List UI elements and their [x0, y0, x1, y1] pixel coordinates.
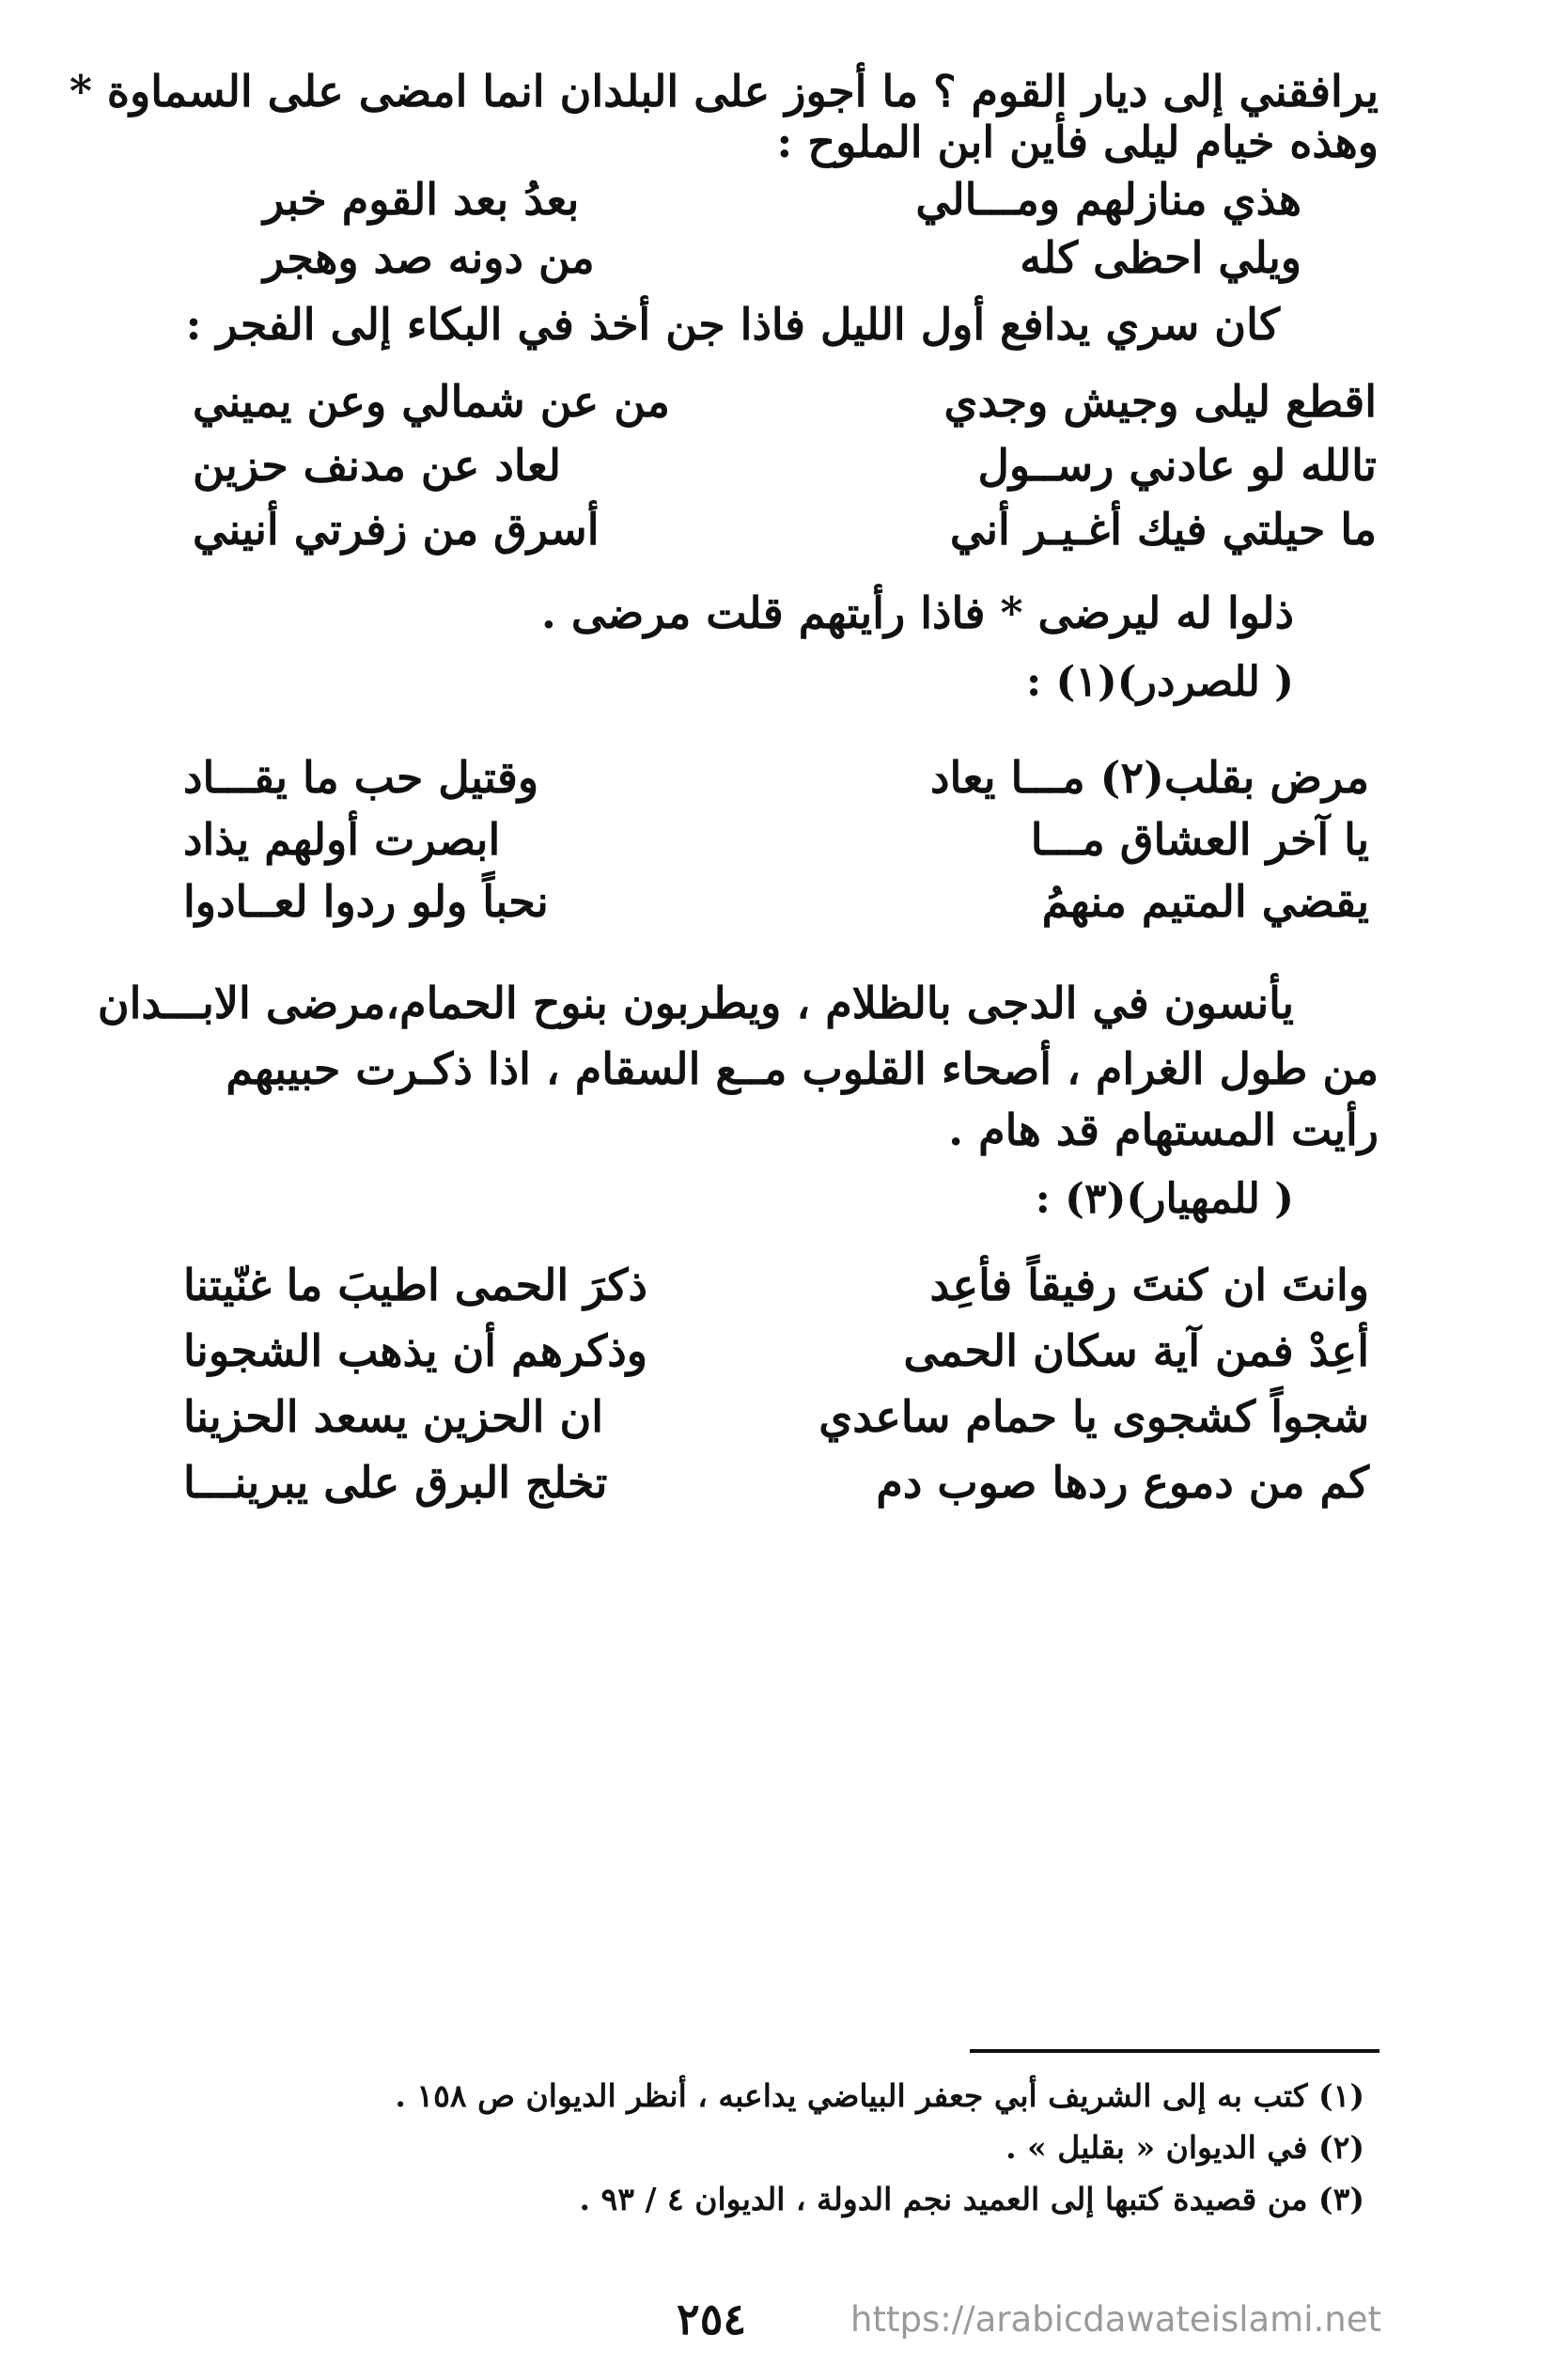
poem4-verse-4-first: كم من دموع ردها صوب دم	[876, 1457, 1369, 1508]
poem1-verse-1-first: هذي منازلهم ومـــالي	[915, 174, 1301, 225]
poem3-verse-3-first: يقضي المتيم منهمُ	[1041, 876, 1369, 927]
paragraph-3: ذلوا له ليرضى * فاذا رأيتهم قلت مرضى .	[540, 587, 1294, 638]
watermark-url: https://arabicdawateislami.net	[850, 2299, 1381, 2340]
poem1-verse-1-second: بعدُ بعد القوم خبر	[263, 174, 580, 225]
poem3-verse-3-second: نحباً ولو ردوا لعــادوا	[183, 876, 549, 927]
footnote-1: (١) كتب به إلى الشريف أبي جعفر البياضي يداعبه ، أنظر الديوان ص ١٥٨ .	[395, 2077, 1364, 2114]
poem3-verse-1-first: مرض بقلب(٢) مـــا يعاد	[930, 752, 1369, 803]
poem4-verse-2	[183, 1325, 1369, 1384]
poem3-verse-2	[183, 814, 1369, 872]
heading-mihyar: ( للمهيار)(٣) :	[1035, 1175, 1294, 1223]
poem2-verse-2-second: لعاد عن مدنف حزين	[193, 440, 562, 491]
poem4-verse-1-second: ذكرَ الحمى اطيبَ ما غنّيتنا	[183, 1260, 647, 1310]
poem4-verse-4	[183, 1457, 1369, 1515]
poem1-verse-1	[263, 174, 1301, 230]
paragraph-4-line-2: من طول الغرام ، أصحاء القلوب مــع السقام ، اذا ذكـرت حبيبهم	[226, 1043, 1379, 1094]
poem4-verse-3	[183, 1391, 1369, 1449]
intro-line-1: يرافقني إلى ديار القوم ؟ ما أجوز على البلدان انما امضى على السماوة *	[69, 66, 1379, 117]
poem2-verse-2	[193, 440, 1377, 498]
paragraph-4-line-1: يأنسون في الدجى بالظلام ، ويطربون بنوح الحمام،مرضى الابـــدان	[97, 978, 1294, 1028]
poem4-verse-3-second: ان الحزين يسعد الحزينا	[183, 1391, 604, 1442]
poem2-verse-1-second: من عن شمالي وعن يميني	[193, 376, 670, 427]
poem3-verse-1-second: وقتيل حب ما يقـــاد	[183, 752, 539, 803]
poem1-verse-2-first: ويلي احظى كله	[1020, 232, 1301, 283]
intro-line-2: وهذه خيام ليلى فأين ابن الملوح :	[776, 117, 1379, 167]
poem4-verse-1	[183, 1260, 1369, 1318]
heading-sarsar: ( للصردر)(١) :	[1025, 658, 1294, 706]
poem2-verse-3-first: ما حيلتي فيك أغـيـر أني	[949, 504, 1377, 555]
poem2-verse-3-second: أسرق من زفرتي أنيني	[193, 504, 600, 555]
paragraph-2: كان سري يدافع أول الليل فاذا جن أخذ في البكاء إلى الفجر :	[185, 299, 1280, 350]
poem4-verse-2-first: أعِدْ فمن آية سكان الحمى	[903, 1325, 1369, 1376]
poem2-verse-1	[193, 376, 1377, 434]
footnote-2: (٢) في الديوان « بقليل » .	[1005, 2129, 1364, 2166]
poem4-verse-4-second: تخلج البرق على يبرينـــا	[183, 1457, 608, 1508]
poem4-verse-2-second: وذكرهم أن يذهب الشجونا	[183, 1325, 647, 1376]
footnote-3: (٣) من قصيدة كتبها إلى العميد نجم الدولة ، الديوان ٤ / ٩٣ .	[579, 2181, 1364, 2217]
poem1-verse-2	[263, 232, 1301, 289]
poem4-verse-1-first: وانتَ ان كنتَ رفيقاً فأعِد	[929, 1260, 1369, 1310]
poem2-verse-3	[193, 504, 1377, 562]
poem2-verse-1-first: اقطع ليلى وجيش وجدي	[943, 376, 1377, 427]
poem1-verse-2-second: من دونه صد وهجر	[263, 232, 595, 283]
poem3-verse-2-second: ابصرت أولهم يذاد	[183, 814, 501, 865]
poem3-verse-1	[183, 752, 1369, 810]
poem2-verse-2-first: تالله لو عادني رســول	[977, 440, 1377, 491]
paragraph-4-line-3: رأيت المستهام قد هام .	[948, 1104, 1379, 1155]
footnote-separator	[970, 2049, 1379, 2053]
page-number: ٢٥٤	[677, 2294, 747, 2344]
poem3-verse-3	[183, 876, 1369, 934]
poem3-verse-2-first: يا آخر العشاق مـــا	[1030, 814, 1369, 865]
poem4-verse-3-first: شجواً كشجوى يا حمام ساعدي	[818, 1391, 1369, 1442]
